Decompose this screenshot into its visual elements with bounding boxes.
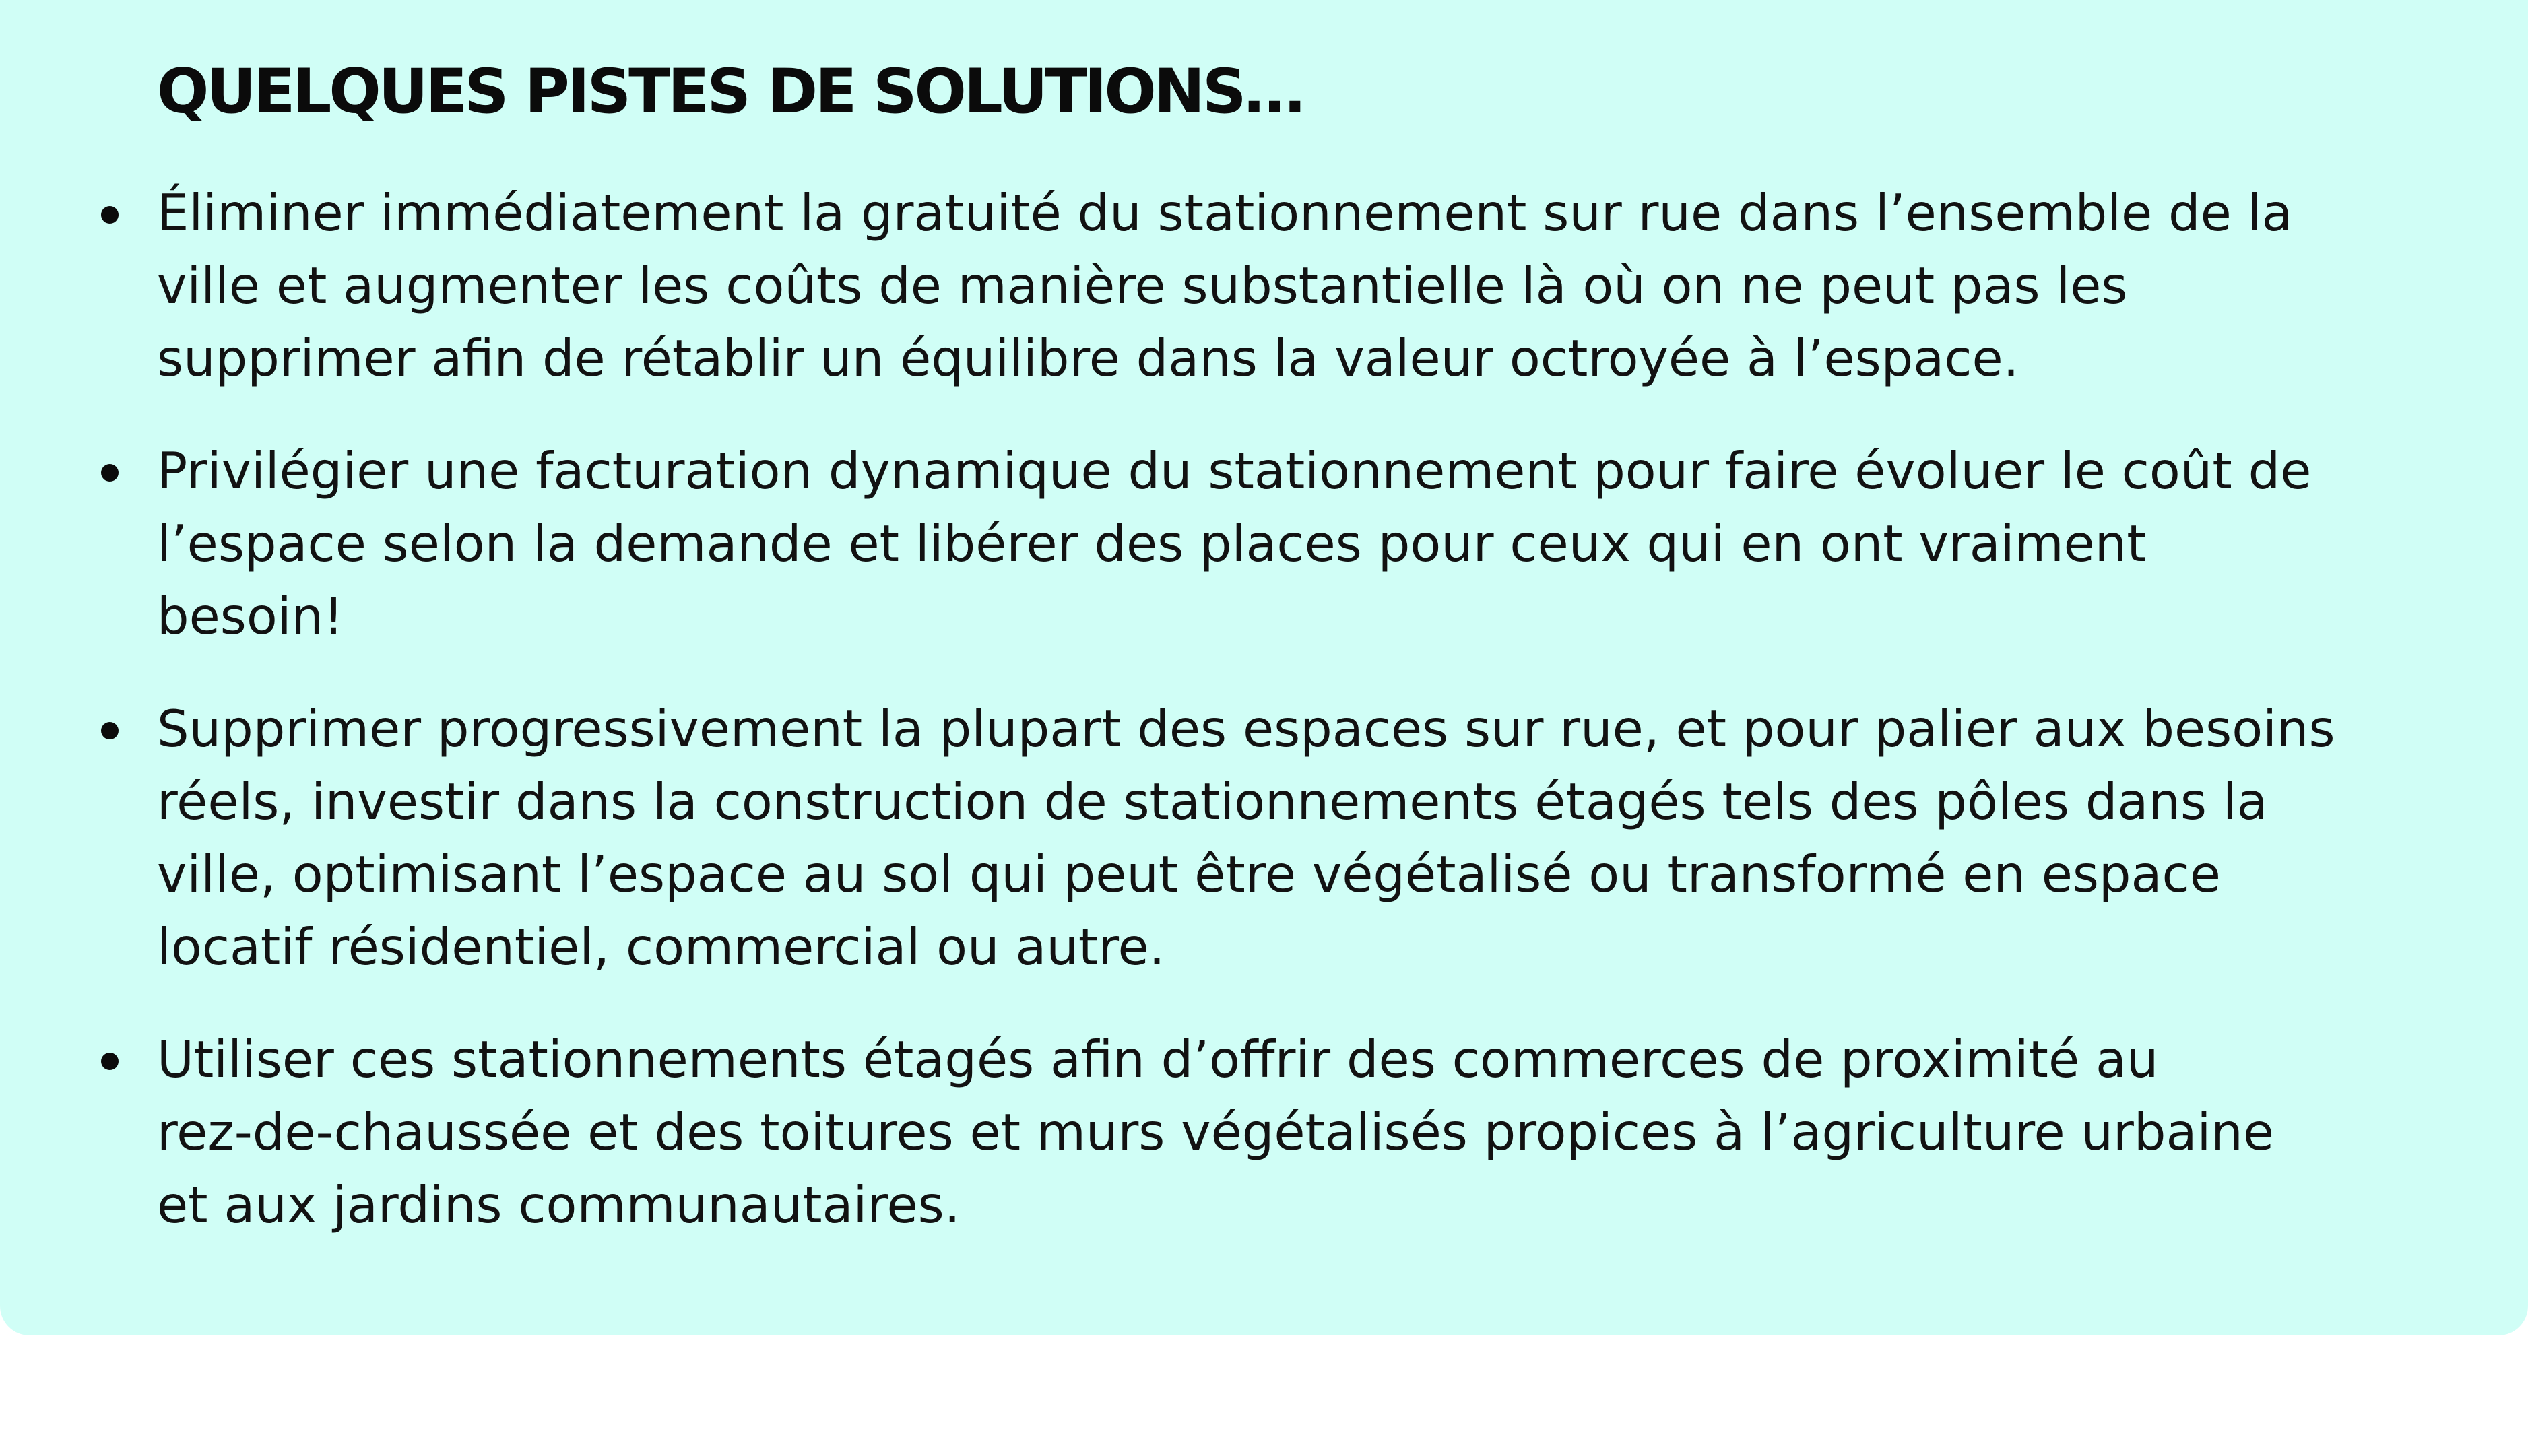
callout-title: QUELQUES PISTES DE SOLUTIONS…: [157, 57, 1303, 127]
list-item: [0, 434, 2339, 653]
list-item: [0, 176, 2339, 395]
bullet-dot-icon: [101, 206, 119, 224]
list-item: [0, 692, 2339, 983]
bullet-dot-icon: [101, 464, 119, 482]
list-item-text: Privilégier une facturation dynamique du stationnement pour faire évoluer le coût de l’espace selon la demande et libérer des places pour ceux qui en ont vraiment besoin!: [157, 441, 2312, 646]
list-item-text: Utiliser ces stationnements étagés afin d’offrir des commerces de proximité au rez-de-chaussée et des toitures et murs végétalisés propices à l’agriculture urbaine et aux jardins communautaires.: [157, 1030, 2274, 1234]
list-item-text: Éliminer immédiatement la gratuité du stationnement sur rue dans l’ensemble de la ville et augmenter les coûts de manière substantielle là où on ne peut pas les supprimer afin de rétablir un équilibre dans la valeur octroyée à l’espace.: [157, 183, 2293, 388]
list-item-text: Supprimer progressivement la plupart des espaces sur rue, et pour palier aux besoins réels, investir dans la construction de stationnements étagés tels des pôles dans la ville, optimisant l’espace au sol qui peut être végétalisé ou transformé en espace locatif résidentiel, commercial ou autre.: [157, 699, 2335, 977]
bullet-dot-icon: [101, 1053, 119, 1070]
list-item: [0, 1023, 2339, 1241]
bullet-dot-icon: [101, 722, 119, 739]
solutions-list: [0, 176, 2339, 1281]
